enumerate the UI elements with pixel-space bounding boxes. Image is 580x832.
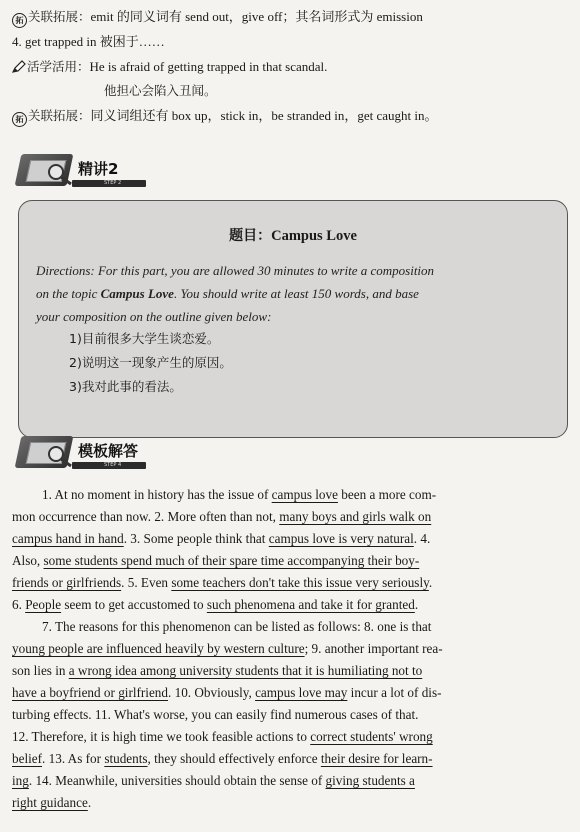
directions-line: on the topic Campus Love. You should write at least 150 words, and base: [36, 286, 419, 301]
essay-line: mon occurrence than now. 2. More often than not, many boys and girls walk on: [12, 509, 432, 524]
essay-line: ing. 14. Meanwhile, universities should obtain the sense of giving students a: [12, 773, 415, 788]
essay-line: 1. At no moment in history has the issue of campus love been a more com-: [42, 487, 437, 502]
link-expand-icon: 拓: [12, 13, 27, 28]
note-line-2: [12, 33, 165, 51]
note-text: 同义词组还有 box up，stick in，be stranded in，get caught in。: [90, 108, 438, 123]
essay-line: turbing effects. 11. What's worse, you can easily find numerous cases of that.: [12, 707, 419, 722]
note-text: 他担心会陷入丑闻。: [104, 83, 217, 98]
magnifier-icon: [46, 162, 74, 186]
section-badge-1: [12, 148, 152, 194]
essay-line: belief. 13. As for students, they should effectively enforce their desire for learn-: [12, 751, 433, 766]
note-line-3: [12, 58, 327, 76]
note-label: 活学活用：: [27, 59, 90, 74]
note-text: He is afraid of getting trapped in that scandal.: [89, 59, 328, 74]
directions-line: Directions: For this part, you are allowed 30 minutes to write a composition: [36, 263, 435, 278]
magnifier-icon: [46, 444, 74, 468]
directions-line: your composition on the outline given below:: [36, 309, 272, 324]
essay-line: 6. People seem to get accustomed to such phenomena and take it for granted.: [12, 597, 419, 612]
section-badge-2: [12, 430, 152, 476]
essay-line: Also, some students spend much of their spare time accompanying their boy-: [12, 553, 420, 568]
essay-line: have a boyfriend or girlfriend. 10. Obviously, campus love may incur a lot of dis-: [12, 685, 442, 700]
essay-line: right guidance.: [12, 795, 92, 810]
essay-line: young people are influenced heavily by western culture; 9. another important rea-: [12, 641, 443, 656]
note-line-4: [104, 82, 217, 100]
note-line-1: [12, 8, 423, 28]
note-label: 关联拓展：: [28, 9, 91, 24]
note-text: emit 的同义词有 send out，give off；其名词形式为 emission: [90, 9, 423, 24]
note-label: 关联拓展：: [28, 108, 91, 123]
section-title: 精讲2: [78, 160, 119, 178]
note-text: 4. get trapped in 被困于……: [12, 34, 165, 49]
directions-title: 题目：Campus Love: [229, 228, 357, 244]
essay-line: friends or girlfriends. 5. Even some teachers don't take this issue very seriously.: [12, 575, 433, 590]
essay-line: son lies in a wrong idea among university students that it is humiliating not to: [12, 663, 423, 678]
pen-icon: [12, 60, 26, 73]
essay-line: 7. The reasons for this phenomenon can be listed as follows: 8. one is that: [42, 619, 432, 634]
outline-item: 1)目前很多大学生谈恋爱。: [69, 331, 220, 346]
link-expand-icon: 拓: [12, 112, 27, 127]
section-subtitle: STEP 2: [104, 180, 122, 186]
outline-item: 2)说明这一现象产生的原因。: [69, 355, 232, 370]
directions-box: [18, 200, 568, 438]
outline-item: 3)我对此事的看法。: [69, 379, 182, 394]
essay-line: 12. Therefore, it is high time we took feasible actions to correct students' wrong: [12, 729, 433, 744]
note-line-5: [12, 107, 438, 127]
section-subtitle: STEP 4: [104, 462, 122, 468]
section-title: 模板解答: [78, 442, 139, 460]
essay-line: campus hand in hand. 3. Some people think that campus love is very natural. 4.: [12, 531, 431, 546]
